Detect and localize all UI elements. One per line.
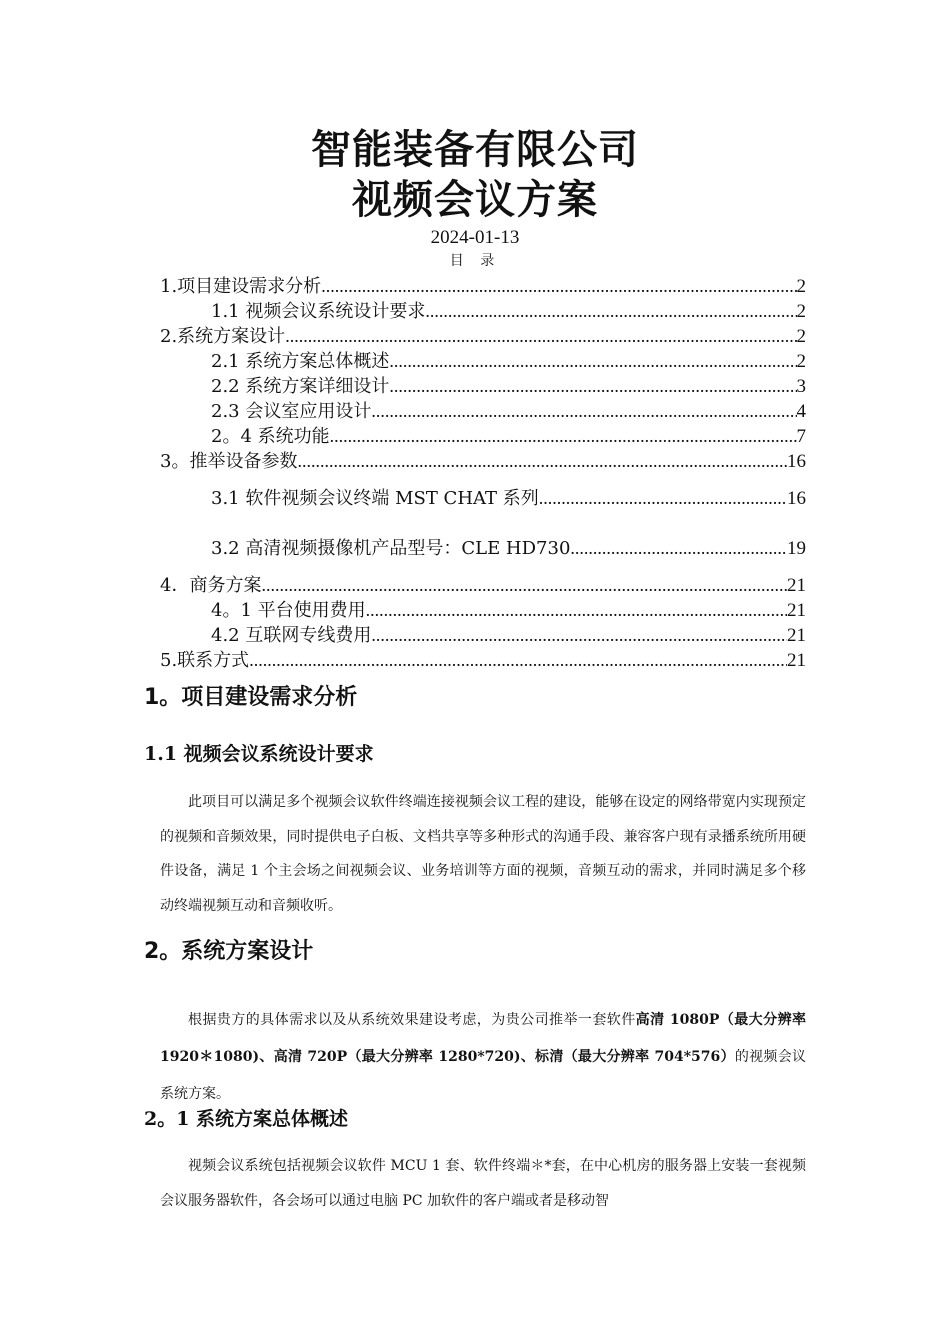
toc-entry[interactable] — [211, 536, 806, 561]
toc-leader — [321, 274, 796, 298]
toc-entry-label: 2.3 会议室应用设计 — [211, 401, 372, 422]
toc-entry-page: 21 — [787, 575, 806, 596]
toc-entry-label: 5.联系方式 — [160, 650, 250, 671]
toc-heading: 目 录 — [449, 253, 501, 269]
paragraph — [160, 1149, 806, 1218]
toc-leader — [389, 374, 796, 398]
paragraph — [160, 785, 806, 923]
toc-entry[interactable] — [160, 648, 806, 673]
toc-leader — [297, 449, 787, 473]
toc-entry-label: 4．商务方案 — [160, 575, 262, 596]
toc-entry-page: 16 — [787, 451, 806, 472]
toc-entry-page: 16 — [787, 488, 806, 509]
toc-leader — [425, 299, 796, 323]
toc-leader — [249, 648, 787, 672]
toc-leader — [261, 573, 787, 597]
toc-entry[interactable] — [211, 598, 806, 623]
toc-leader — [389, 349, 796, 373]
toc-entry-page: 4 — [796, 401, 806, 422]
paragraph-text: 的视频会议系统方案。 — [160, 1049, 807, 1102]
section-heading: 2。系统方案设计 — [144, 939, 314, 964]
toc-leader — [570, 536, 787, 560]
paragraph-text: 根据贵方的具体需求以及从系统效果建设考虑，为贵公司推举一套软件 — [188, 1012, 636, 1028]
toc-entry[interactable] — [211, 374, 806, 399]
paragraph-text: 视频会议系统包括视频会议软件 MCU 1 套、软件终端＊*套，在中心机房的服务器上安装一套视频会议服务器软件，各会场可以通过电脑 PC 加软件的客户端或者是移动智 — [160, 1158, 806, 1209]
toc-leader — [371, 623, 787, 647]
company-title: 智能装备有限公司 — [311, 127, 639, 173]
toc-entry-page: 2 — [796, 301, 806, 322]
subsection-heading: 2。1 系统方案总体概述 — [144, 1108, 349, 1130]
toc-entry-label: 2.2 系统方案详细设计 — [211, 376, 390, 397]
toc-leader — [366, 598, 787, 622]
document-date: 2024-01-13 — [430, 227, 520, 248]
toc-entry-page: 19 — [787, 538, 806, 559]
paragraph — [160, 1002, 806, 1113]
toc-entry-label: 1.1 视频会议系统设计要求 — [211, 301, 426, 322]
toc-entry-page: 7 — [796, 426, 806, 447]
toc-entry[interactable] — [211, 299, 806, 324]
toc-entry[interactable] — [211, 424, 806, 449]
toc-entry-page: 2 — [796, 351, 806, 372]
toc-entry[interactable] — [160, 449, 806, 474]
toc-entry-page: 2 — [796, 276, 806, 297]
toc-leader — [330, 424, 797, 448]
toc-entry-label: 4。1 平台使用费用 — [211, 600, 366, 621]
toc-entry-label: 3.1 软件视频会议终端 MST CHAT 系列 — [211, 488, 539, 509]
toc-entry[interactable] — [211, 349, 806, 374]
toc-entry-label: 1.项目建设需求分析 — [160, 276, 322, 297]
section-heading: 1。项目建设需求分析 — [144, 685, 358, 710]
toc-entry-page: 21 — [787, 650, 806, 671]
resolution-spec: 高清 1080P（最大分辨率 1920＊1080)、高清 720P（最大分辨率 1280*720)、标清（最大分辨率 704*576） — [160, 1012, 807, 1065]
toc-entry-page: 3 — [796, 376, 806, 397]
toc-leader — [539, 486, 787, 510]
toc-entry[interactable] — [160, 324, 806, 349]
toc-entry[interactable] — [160, 573, 806, 598]
toc-entry-label: 3.2 高清视频摄像机产品型号：CLE HD730 — [211, 538, 571, 559]
toc-entry-page: 2 — [796, 326, 806, 347]
paragraph-text: 此项目可以满足多个视频会议软件终端连接视频会议工程的建设，能够在设定的网络带宽内实现预定的视频和音频效果，同时提供电子白板、文档共享等多种形式的沟通手段、兼容客户现有录播系统所用硬件设备，满足 1 个主会场之间视频会议、业务培训等方面的视频，音频互动的需求，并同时满足多个移动终端视频互动和音频收听。 — [160, 794, 806, 914]
toc-entry[interactable] — [211, 486, 806, 511]
toc-entry-page: 21 — [787, 600, 806, 621]
toc-entry-label: 2.系统方案设计 — [160, 326, 286, 347]
document-title: 视频会议方案 — [352, 177, 598, 223]
toc-entry-label: 4.2 互联网专线费用 — [211, 625, 372, 646]
toc-entry-label: 2。4 系统功能 — [211, 426, 330, 447]
toc-entry[interactable] — [160, 274, 806, 299]
toc-leader — [371, 399, 796, 423]
subsection-heading: 1.1 视频会议系统设计要求 — [144, 743, 374, 765]
toc-leader — [285, 324, 796, 348]
toc-entry[interactable] — [211, 623, 806, 648]
toc-entry-page: 21 — [787, 625, 806, 646]
toc-entry-label: 3。推举设备参数 — [160, 451, 298, 472]
toc-entry-label: 2.1 系统方案总体概述 — [211, 351, 390, 372]
toc-entry[interactable] — [211, 399, 806, 424]
